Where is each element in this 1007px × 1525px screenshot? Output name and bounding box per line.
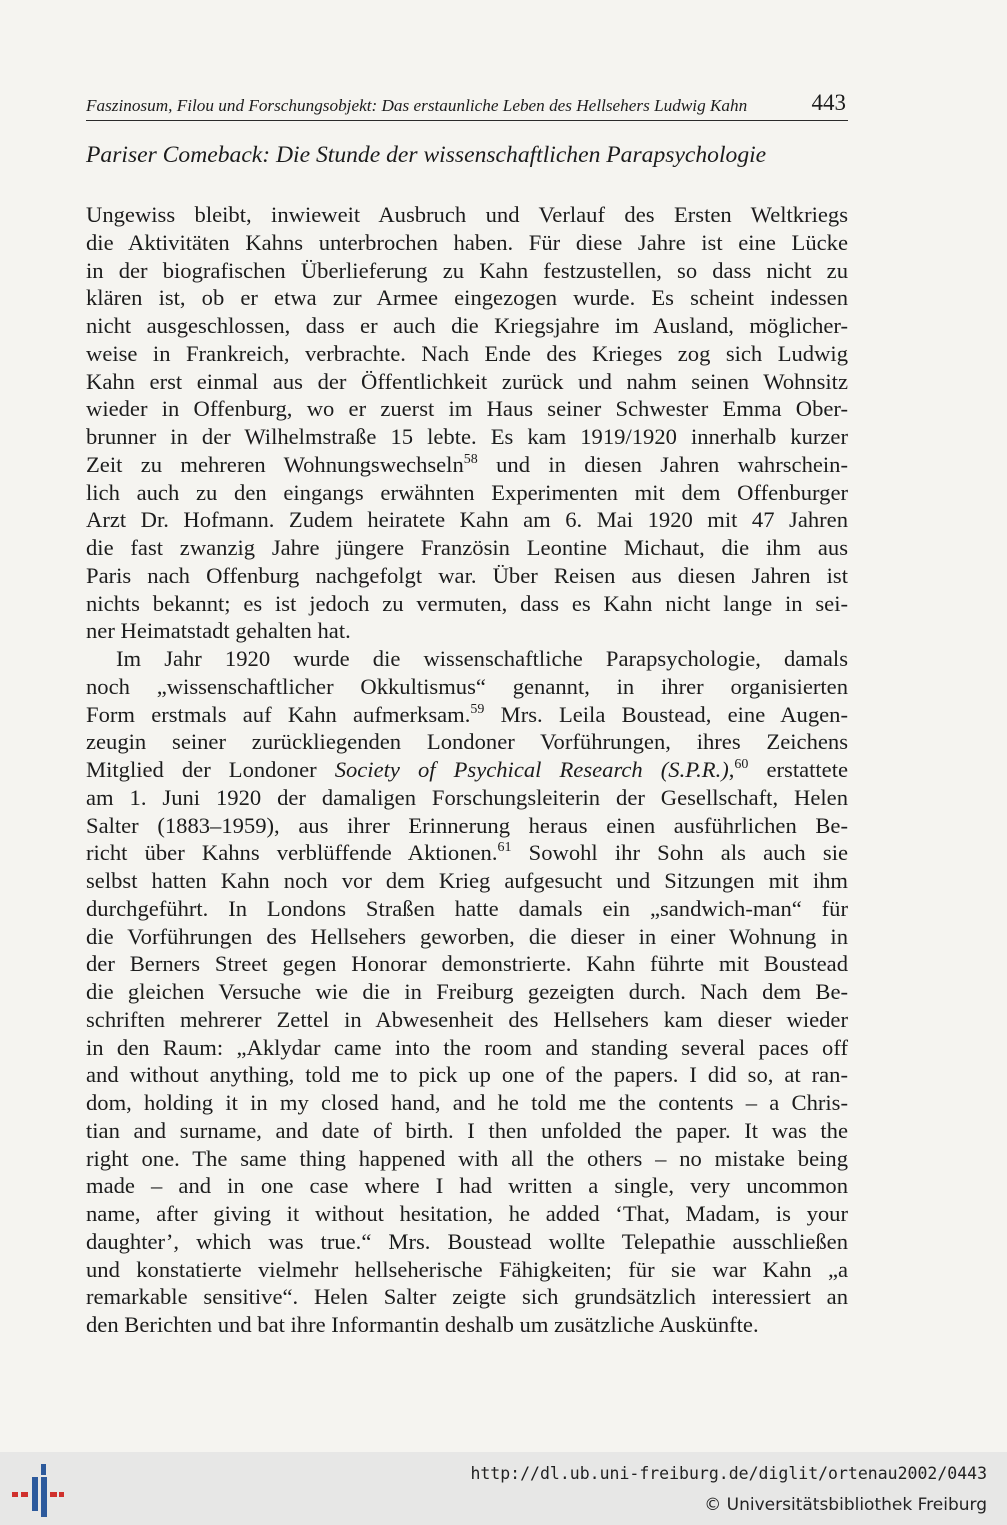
body-text-run: ,	[728, 757, 735, 782]
ub-freiburg-logo-icon[interactable]	[12, 1462, 64, 1518]
body-line: klären ist, ob er etwa zur Armee eingezogen wurde. Es scheint indessen	[86, 285, 848, 311]
body-line: brunner in der Wilhelmstraße 15 lebte. Es kam 1919/1920 innerhalb kurzer	[86, 424, 848, 449]
body-line: die Vorführungen des Hellsehers geworben, die dieser in einer Wohnung in	[86, 923, 848, 949]
section-heading: Pariser Comeback: Die Stunde der wissenschaftlichen Parapsychologie	[86, 142, 767, 168]
body-line: nichts bekannt; es ist jedoch zu vermuten, dass es Kahn nicht lange in sei-	[86, 590, 848, 616]
running-title: Faszinosum, Filou und Forschungsobjekt: Das erstaunliche Leben des Hellsehers Ludwig Kahn	[86, 96, 748, 115]
body-line: right one. The same thing happened with all the others – no mistake being	[86, 1145, 848, 1171]
body-text-run: Mitglied der Londoner	[86, 757, 335, 782]
body-text-run: richt über Kahns verblüffende Aktionen.	[86, 840, 498, 866]
body-text-run: Sowohl ihr Sohn als auch sie	[511, 840, 848, 866]
footnote-ref-58: 58	[463, 451, 478, 467]
body-line: noch „wissenschaftlicher Okkultismus“ genannt, in ihrer organisierten	[86, 673, 848, 699]
body-line: der Berners Street gegen Honorar demonstrierte. Kahn führte mit Boustead	[86, 951, 848, 977]
footnote-ref-60: 60	[734, 757, 749, 772]
body-line: nicht ausgeschlossen, dass er auch die Kriegsjahre im Ausland, möglicher-	[86, 313, 848, 338]
body-line: Salter (1883–1959), aus ihrer Erinnerung heraus einen ausführlichen Be-	[86, 812, 848, 838]
body-line: Kahn erst einmal aus der Öffentlichkeit zurück und nahm seinen Wohnsitz	[86, 368, 848, 394]
body-line: and without anything, told me to pick up one of the papers. I did so, at ran-	[86, 1062, 848, 1088]
body-line: made – and in one case where I had written a single, very uncommon	[86, 1173, 848, 1199]
body-line	[86, 701, 848, 729]
body-line: zeugin seiner zurückliegenden Londoner Vorführungen, ihres Zeichens	[86, 729, 848, 755]
body-line: in den Raum: „Aklydar came into the room and standing several paces off	[86, 1034, 848, 1060]
footnote-ref-61: 61	[497, 840, 512, 856]
body-line: Ungewiss bleibt, inwieweit Ausbruch und Verlauf des Ersten Weltkriegs	[86, 202, 848, 227]
body-line: in der biografischen Überlieferung zu Kahn festzustellen, so dass nicht zu	[86, 257, 848, 283]
body-text-run: Zeit zu mehreren Wohnungswechseln	[86, 451, 464, 477]
running-head	[86, 92, 848, 121]
body-line: remarkable sensitive“. Helen Salter zeigte sich grundsätzlich interessiert an	[86, 1284, 848, 1310]
body-line: Im Jahr 1920 wurde die wissenschaftliche Parapsychologie, damals	[116, 646, 848, 671]
body-line	[86, 756, 848, 784]
body-text-run: und in diesen Jahren wahrschein-	[477, 451, 848, 477]
body-text	[86, 201, 848, 1339]
body-line: wieder in Offenburg, wo er zuerst im Haus seiner Schwester Emma Ober-	[86, 396, 848, 422]
footnote-ref-59: 59	[470, 701, 485, 717]
society-name: Society of Psychical Research (S.P.R.)	[334, 757, 729, 782]
body-line: weise in Frankreich, verbrachte. Nach Ende des Krieges zog sich Ludwig	[86, 340, 848, 366]
body-line: Arzt Dr. Hofmann. Zudem heiratete Kahn am 6. Mai 1920 mit 47 Jahren	[86, 507, 848, 533]
body-line: die gleichen Versuche wie die in Freiburg gezeigten durch. Nach dem Be-	[86, 979, 848, 1004]
body-line: schriften mehrerer Zettel in Abwesenheit des Hellsehers kam dieser wieder	[86, 1006, 848, 1032]
body-line: am 1. Juni 1920 der damaligen Forschungsleiterin der Gesellschaft, Helen	[86, 784, 848, 810]
body-text-run: Form erstmals auf Kahn aufmerksam.	[86, 701, 471, 727]
body-line: durchgeführt. In Londons Straßen hatte damals ein „sandwich-man“ für	[86, 895, 848, 921]
body-line: Paris nach Offenburg nachgefolgt war. Über Reisen aus diesen Jahren ist	[86, 562, 848, 588]
page-number: 443	[811, 90, 846, 115]
body-line: und konstatierte vielmehr hellseherische Fähigkeiten; für sie war Kahn „a	[86, 1256, 848, 1282]
body-text-run: Mrs. Leila Boustead, eine Augen-	[484, 701, 848, 727]
body-line: lich auch zu den eingangs erwähnten Experimenten mit dem Offenburger	[86, 479, 848, 505]
body-line: name, after giving it without hesitation, he added ‘That, Madam, is your	[86, 1201, 848, 1226]
body-line: die fast zwanzig Jahre jüngere Französin Leontine Michaut, die ihm aus	[86, 535, 848, 560]
body-line: den Berichten und bat ihre Informantin deshalb um zusätzliche Auskünfte.	[86, 1312, 759, 1337]
body-line: dom, holding it in my closed hand, and he told me the contents – a Chris-	[86, 1090, 848, 1115]
body-line	[86, 839, 848, 867]
body-line: selbst hatten Kahn noch vor dem Krieg aufgesucht und Sitzungen mit ihm	[86, 868, 848, 893]
body-line: ner Heimatstadt gehalten hat.	[86, 618, 351, 644]
copyright-notice: © Universitätsbibliothek Freiburg	[704, 1495, 987, 1515]
permalink-url[interactable]: http://dl.ub.uni-freiburg.de/diglit/ortenau2002/0443	[470, 1464, 987, 1483]
body-line: die Aktivitäten Kahns unterbrochen haben. Für diese Jahre ist eine Lücke	[86, 229, 848, 255]
body-line: tian and surname, and date of birth. I then unfolded the paper. It was the	[86, 1117, 848, 1143]
body-text-run: erstattete	[748, 757, 849, 782]
body-line: daughter’, which was true.“ Mrs. Boustead wollte Telepathie ausschließen	[86, 1228, 848, 1254]
body-line	[86, 451, 848, 479]
